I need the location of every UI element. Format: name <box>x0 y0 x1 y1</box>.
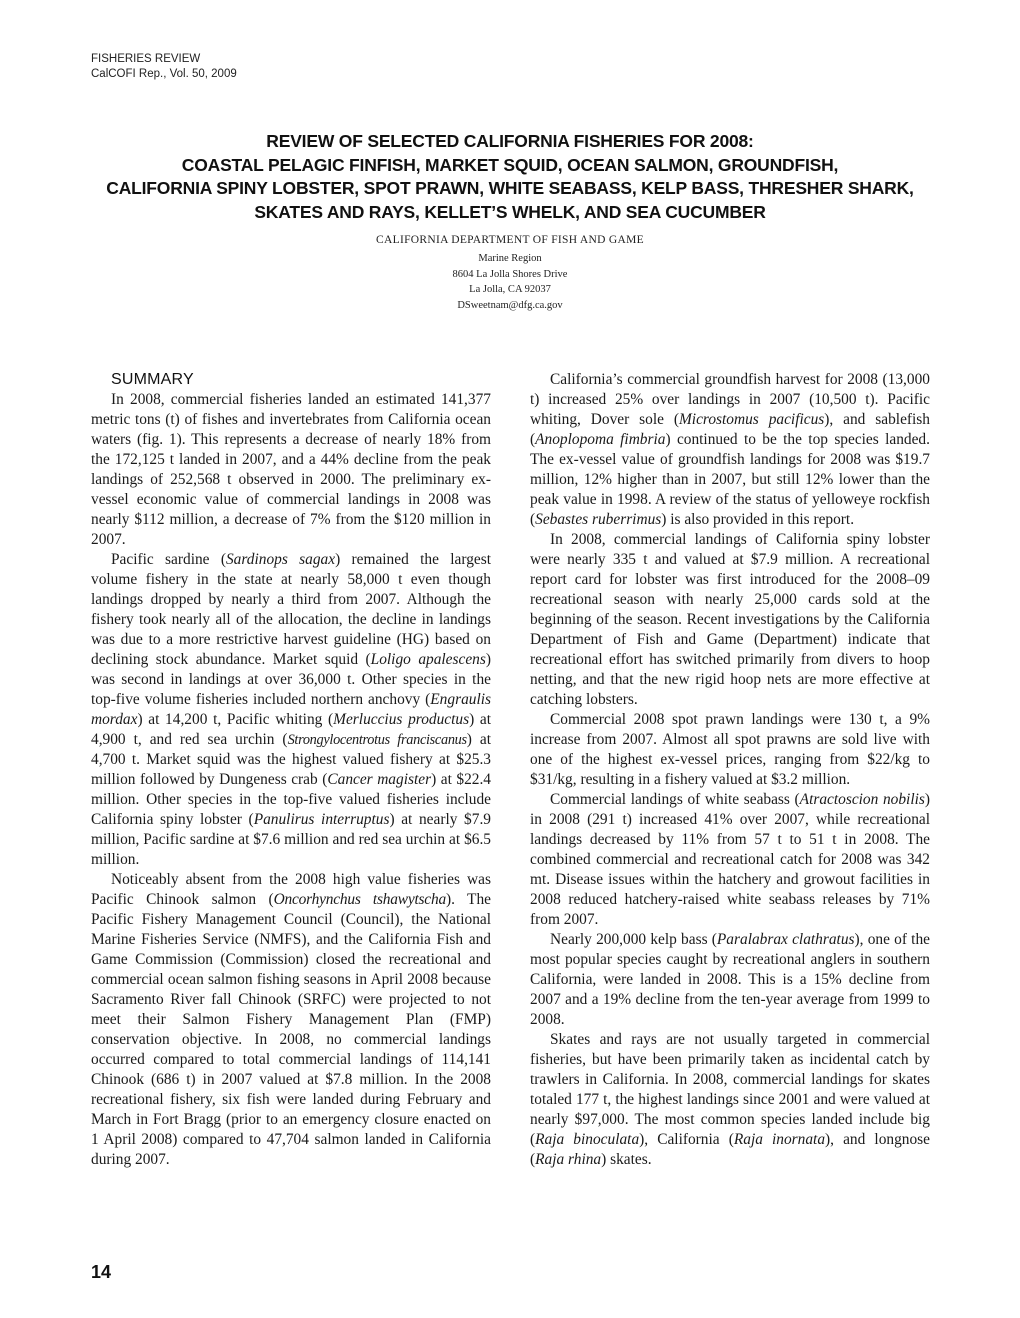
summary-heading: SUMMARY <box>111 371 194 388</box>
title-line: CALIFORNIA SPINY LOBSTER, SPOT PRAWN, WHITE SEABASS, KELP BASS, THRESHER SHARK, <box>106 178 914 198</box>
species-name: Sebastes ruberrimus <box>535 511 662 528</box>
summary-paragraph-2: Pacific sardine (Sardinops sagax) remained the largest volume fishery in the state at nearly 58,000 t even though landings dropped by nearly a third from 2007. Although the fishery took nearly all of the allocation, the decline in landings was due to a more restrictive harvest guideline (HG) based on declining stock abundance. Market squid (Loligo apalescens) was second in landings at over 36,000 t. Other species in the top-five volume fisheries included northern anchovy (Engraulis mordax) at 14,200 t, Pacific whiting (Merluccius productus) at 4,900 t, and red sea urchin (Strongylocentrotus franciscanus) at 4,700 t. Market squid was the highest valued fishery at $25.3 million followed by Dungeness crab (Cancer magister) at $22.4 million. Other species in the top-five valued fisheries include California spiny lobster (Panulirus interruptus) at nearly $7.9 million, Pacific sardine at $7.6 million and red sea urchin at $6.5 million. <box>91 551 491 868</box>
title-line: COASTAL PELAGIC FINFISH, MARKET SQUID, OCEAN SALMON, GROUNDFISH, <box>181 154 839 175</box>
kelp-bass-paragraph: Nearly 200,000 kelp bass (Paralabrax clathratus), one of the most popular species caught by recreational anglers in southern California, were landed in 2008. This is a 15% decline from 2007 and a 19% decline from the ten-year average from 1999 to 2008. <box>530 931 930 1028</box>
region-name: Marine Region <box>478 253 542 264</box>
species-name: Anoplopoma fimbria <box>535 431 666 448</box>
species-name: Engraulis mordax <box>91 691 491 728</box>
journal-citation: CalCOFI Rep., Vol. 50, 2009 <box>91 68 237 80</box>
department-name: CALIFORNIA DEPARTMENT OF FISH AND GAME <box>376 234 644 246</box>
skates-rays-paragraph: Skates and rays are not usually targeted in commercial fisheries, but have been primarily taken as incidental catch by trawlers in California. In 2008, commercial landings for skates totaled 177 t, the highest landings since 2001 and were valued at nearly $97,000. The most common species landed include big (Raja binoculata), California (Raja inornata), and longnose (Raja rhina) skates. <box>530 1031 930 1168</box>
street-address: 8604 La Jolla Shores Drive <box>452 268 568 280</box>
contact-email: DSweetnam@dfg.ca.gov <box>457 299 563 311</box>
species-name: Loligo apalescens <box>370 651 486 668</box>
right-column <box>530 370 930 1170</box>
summary-paragraph-3: Noticeably absent from the 2008 high value fisheries was Pacific Chinook salmon (Oncorhynchus tshawytscha). The Pacific Fishery Management Council (Council), the National Marine Fisheries Service (NMFS), and the California Fish and Game Commission (Commission) closed the recreational and commercial ocean salmon fishing seasons in April 2008 because Sacramento River fall Chinook (SRFC) were projected to not meet their Salmon Fishery Management Plan (FMP) conservation objective. In 2008, no commercial landings occurred compared to total commercial landings of 114,141 Chinook (686 t) in 2007 valued at $7.8 million. In the 2008 recreational fishery, six fish were landed during February and March in Fort Bragg (prior to an emergency closure enacted on 1 April 2008) compared to 47,704 salmon landed in California during 2007. <box>91 871 491 1168</box>
species-name: Sardinops sagax <box>225 551 336 568</box>
left-column <box>91 370 491 1170</box>
species-name: Raja binoculata <box>535 1131 640 1148</box>
summary-paragraph-1: In 2008, commercial fisheries landed an estimated 141,377 metric tons (t) of fishes and invertebrates from California ocean waters (fig. 1). This represents a decrease of nearly 18% from the 172,125 t landed in 2007, and a 44% decline from the peak landings of 252,568 t observed in 2000. The preliminary ex-vessel economic value of commercial landings in 2008 was nearly $112 million, a decrease of 7% from the $120 million in 2007. <box>91 391 491 548</box>
journal-section-label: FISHERIES REVIEW <box>91 53 201 65</box>
species-name: Paralabrax clathratus <box>716 931 855 948</box>
species-name: Oncorhynchus tshawytscha <box>273 891 446 908</box>
title-line: SKATES AND RAYS, KELLET’S WHELK, AND SEA CUCUMBER <box>254 201 766 222</box>
city-address: La Jolla, CA 92037 <box>469 284 551 295</box>
species-name: Strongylocentrotus franciscanus <box>287 732 467 748</box>
lobster-paragraph: In 2008, commercial landings of California spiny lobster were nearly 335 t and valued at $7.9 million. A recreational report card for lobster was first introduced for the 2008–09 recreational season with nearly 25,000 cards sold at the beginning of the season. Recent investigations by the California Department of Fish and Game (Department) indicate that recreational effort has switched primarily from divers to hoop netting, and that the new rigid hoop nets are more effective at catching lobsters. <box>530 531 930 708</box>
white-seabass-paragraph: Commercial landings of white seabass (Atractoscion nobilis) in 2008 (291 t) increased 41% over 2007, while recreational landings decreased by 11% from 57 t to 51 t in 2008. The combined commercial and recreational catch for 2008 was 342 mt. Disease issues within the hatchery and growout facilities in 2008 reduced hatchery-raised white seabass releases by 71% from 2007. <box>530 791 930 928</box>
groundfish-paragraph: California’s commercial groundfish harvest for 2008 (13,000 t) increased 25% over landings in 2007 (10,500 t). Pacific whiting, Dover sole (Microstomus pacificus), and sablefish (Anoplopoma fimbria) continued to be the top species landed. The ex-vessel value of groundfish landings for 2008 was $19.7 million, 12% higher than in 2007, but still 12% lower than the peak value in 1998. A review of the status of yelloweye rockfish (Sebastes ruberrimus) is also provided in this report. <box>530 371 930 528</box>
species-name: Raja rhina <box>535 1151 602 1168</box>
species-name: Atractoscion nobilis <box>799 791 925 808</box>
species-name: Cancer magister <box>327 771 432 788</box>
article-title <box>60 130 960 224</box>
page-number: 14 <box>91 1262 112 1282</box>
title-line: REVIEW OF SELECTED CALIFORNIA FISHERIES FOR 2008: <box>266 131 754 151</box>
running-head <box>91 52 237 82</box>
species-name: Raja inornata <box>733 1131 826 1148</box>
author-affiliation <box>60 233 960 313</box>
species-name: Microstomus pacificus <box>678 411 825 428</box>
spot-prawn-paragraph: Commercial 2008 spot prawn landings were 130 t, a 9% increase from 2007. Almost all spot prawns are sold live with one of the highest ex-vessel prices, ranging from $22/kg to $31/kg, resulting in a fishery valued at $3.2 million. <box>530 711 930 788</box>
species-name: Panulirus interruptus <box>253 811 390 828</box>
species-name: Merluccius productus <box>333 711 470 728</box>
